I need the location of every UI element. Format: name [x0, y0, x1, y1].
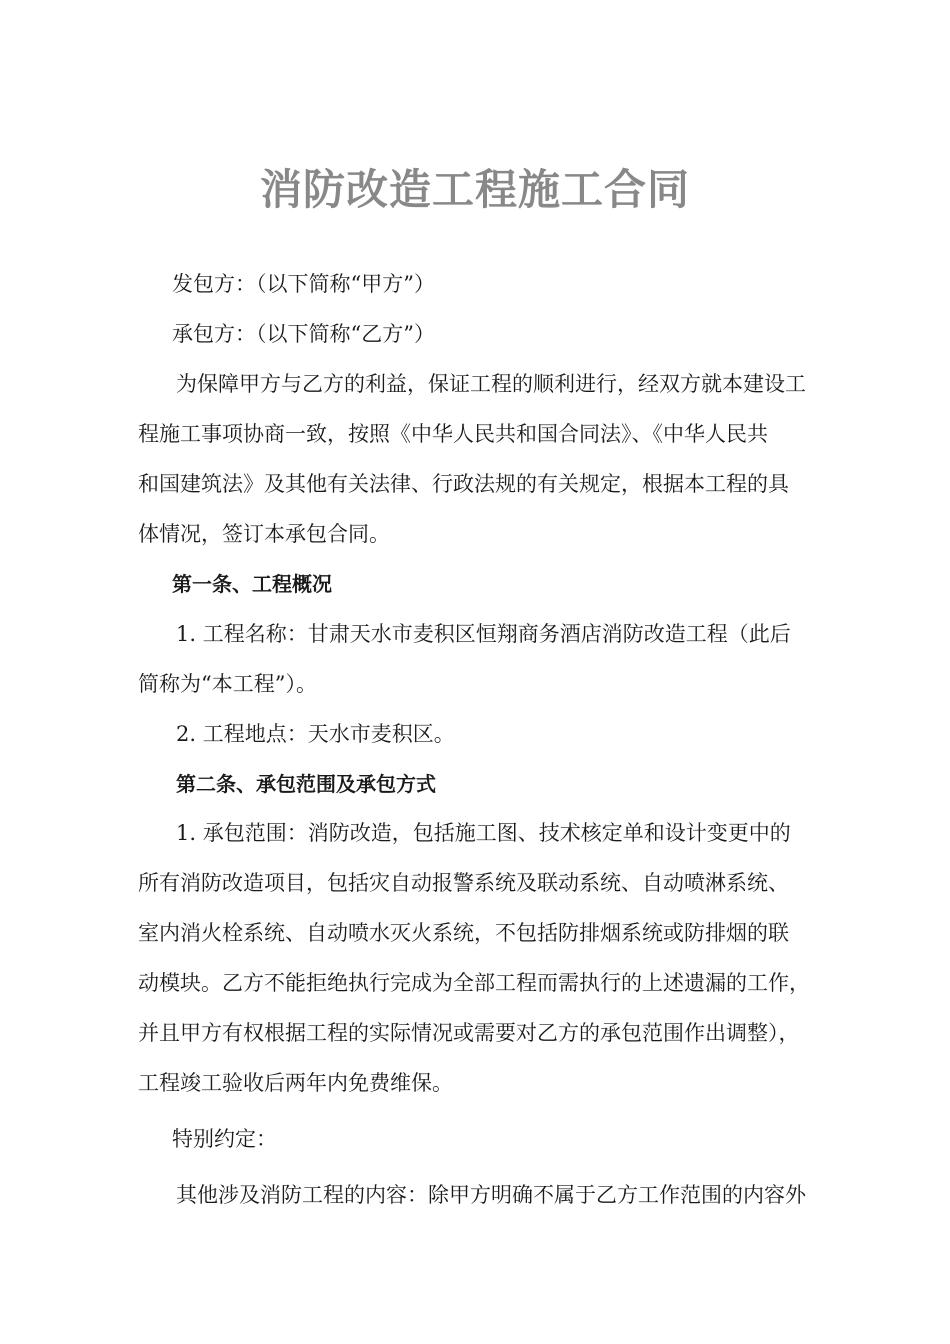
section-heading: 第二条、承包范围及承包方式 — [176, 772, 436, 796]
body-line: 所有消防改造项目，包括灾自动报警系统及联动系统、自动喷淋系统、 — [138, 871, 789, 895]
body-line: 并且甲方有权根据工程的实际情况或需要对乙方的承包范围作出调整）， — [138, 1021, 800, 1045]
body-line: 动模块。乙方不能拒绝执行完成为全部工程而需执行的上述遗漏的工作， — [138, 971, 810, 995]
special-agreement-label: 特别约定： — [172, 1127, 277, 1151]
body-line: 工程竣工验收后两年内免费维保。 — [138, 1071, 453, 1095]
preamble-line: 程施工事项协商一致，按照《中华人民共和国合同法》、《中华人民共 — [138, 422, 768, 446]
body-line: 简称为“本工程”）。 — [138, 672, 317, 696]
preamble-line: 为保障甲方与乙方的利益，保证工程的顺利进行，经双方就本建设工 — [176, 372, 806, 396]
preamble-line: 体情况，签订本承包合同。 — [138, 522, 390, 546]
preamble-line: 和国建筑法》及其他有关法律、行政法规的有关规定，根据本工程的具 — [138, 472, 789, 496]
party-b-line: 承包方：（以下简称“乙方”） — [172, 322, 435, 346]
body-line: 室内消火栓系统、自动喷水灭火系统，不包括防排烟系统或防排烟的联 — [138, 921, 789, 945]
body-line: 2. 工程地点：天水市麦积区。 — [176, 722, 455, 746]
section-heading: 第一条、工程概况 — [172, 572, 332, 596]
body-line: 1. 工程名称：甘肃天水市麦积区恒翔商务酒店消防改造工程（此后 — [176, 622, 791, 646]
party-a-line: 发包方：（以下简称“甲方”） — [172, 272, 435, 296]
body-line: 其他涉及消防工程的内容：除甲方明确不属于乙方工作范围的内容外 — [176, 1183, 806, 1207]
document-title: 消防改造工程施工合同 — [259, 165, 690, 214]
body-line: 1. 承包范围：消防改造，包括施工图、技术核定单和设计变更中的 — [176, 821, 791, 845]
